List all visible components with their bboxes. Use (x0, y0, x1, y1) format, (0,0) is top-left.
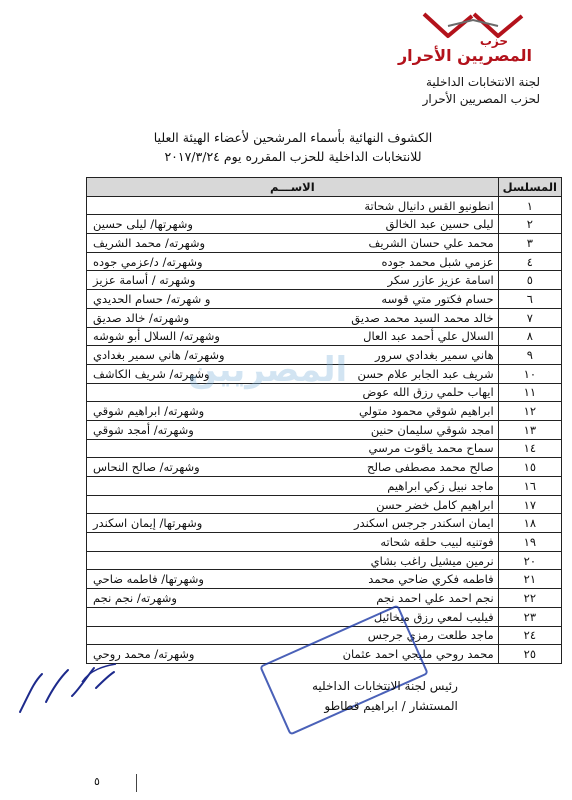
row-name-cell (87, 252, 499, 271)
candidate-name: محمد روحي مليجي احمد عثمان (342, 647, 494, 662)
row-name-cell (87, 439, 499, 458)
table-row (87, 215, 562, 234)
row-name-cell (87, 271, 499, 290)
row-number: ١١ (498, 383, 561, 402)
row-name-cell (87, 570, 499, 589)
row-number: ١٦ (498, 477, 561, 496)
header-name: الاســـم (87, 178, 499, 197)
row-name-cell (87, 589, 499, 608)
committee-line: لحزب المصريين الأحرار (422, 92, 540, 106)
candidate-name: فيليب لمعي رزق ميخائيل (373, 609, 494, 624)
party-name: المصريين الأحرار (397, 46, 532, 65)
candidate-known-as: و شهرته/ حسام الحديدي (93, 291, 211, 306)
page-number: ٥ (94, 775, 100, 788)
document-title (110, 128, 476, 166)
candidate-name: امجد شوقي سليمان حنين (370, 422, 494, 437)
watermark: المصريين (188, 350, 348, 390)
party-logo-icon (418, 10, 528, 40)
row-number: ١ (498, 196, 561, 215)
row-number: ٩ (498, 346, 561, 365)
table-row (87, 252, 562, 271)
candidate-name: عزمي شبل محمد جوده (381, 254, 494, 269)
candidate-name: صالح محمد مصطفى صالح (367, 460, 494, 475)
table-row (87, 327, 562, 346)
candidate-known-as: وشهرتها/ ليلى حسين (93, 217, 193, 232)
row-number: ٢٠ (498, 551, 561, 570)
table-row (87, 570, 562, 589)
candidate-known-as: وشهرته/ هاني سمير بغدادي (93, 348, 225, 363)
row-name-cell (87, 626, 499, 645)
title-line: الكشوف النهائية بأسماء المرشحين لأعضاء الهيئة العليا (153, 130, 433, 145)
table-row (87, 495, 562, 514)
candidate-known-as: وشهرته/ صالح النحاس (93, 460, 200, 475)
row-number: ١٣ (498, 420, 561, 439)
row-number: ٢١ (498, 570, 561, 589)
table-header-row (87, 178, 562, 197)
row-name-cell (87, 607, 499, 626)
candidate-known-as: وشهرته/ د/عزمي جوده (93, 254, 203, 269)
table-row (87, 308, 562, 327)
candidate-name: سماح محمد ياقوت مرسي (368, 441, 494, 456)
row-name-cell (87, 420, 499, 439)
table-row (87, 458, 562, 477)
candidate-name: ابراهيم شوقي محمود متولي (358, 404, 494, 419)
candidates-table (86, 177, 562, 664)
candidate-known-as: وشهرته/ محمد الشريف (93, 235, 206, 250)
candidate-name: انطونيو القس دانيال شحاتة (364, 198, 494, 213)
table-row (87, 271, 562, 290)
row-number: ٨ (498, 327, 561, 346)
candidate-known-as: وشهرته/ محمد روحي (93, 647, 195, 662)
table-row (87, 290, 562, 309)
row-name-cell (87, 495, 499, 514)
row-number: ٢٢ (498, 589, 561, 608)
handwritten-date (12, 652, 122, 722)
candidate-name: ابراهيم كامل خضر حسن (376, 497, 494, 512)
candidate-name: ليلى حسين عبد الخالق (385, 217, 494, 232)
candidate-known-as: وشهرته / أسامة عزيز (93, 273, 196, 288)
row-name-cell (87, 514, 499, 533)
party-label: حزب (479, 34, 508, 48)
candidate-name: فوتنيه لبيب حلقه شحاته (380, 534, 494, 549)
candidate-name: ماجد طلعت رمزي جرجس (367, 628, 494, 643)
candidate-name: نجم احمد علي احمد نجم (376, 590, 494, 605)
row-name-cell (87, 327, 499, 346)
table-row (87, 514, 562, 533)
row-number: ٢ (498, 215, 561, 234)
candidate-known-as: وشهرته/ ابراهيم شوقي (93, 404, 205, 419)
table-row (87, 234, 562, 253)
table-row (87, 196, 562, 215)
row-number: ٤ (498, 252, 561, 271)
row-name-cell (87, 458, 499, 477)
row-name-cell (87, 551, 499, 570)
row-number: ١٢ (498, 402, 561, 421)
row-number: ١٠ (498, 364, 561, 383)
candidate-known-as: وشهرتها/ فاطمه ضاحي (93, 572, 204, 587)
row-number: ١٩ (498, 533, 561, 552)
candidate-name: نرمين ميشيل راغب بشاي (370, 553, 494, 568)
committee-block (423, 74, 540, 108)
candidate-known-as: وشهرته/ خالد صديق (93, 310, 190, 325)
row-number: ٧ (498, 308, 561, 327)
candidate-known-as: وشهرته/ نجم نجم (93, 590, 177, 605)
row-number: ٢٤ (498, 626, 561, 645)
table-row (87, 402, 562, 421)
row-number: ٢٥ (498, 645, 561, 664)
table-row (87, 607, 562, 626)
candidate-name: خالد محمد السيد محمد صديق (351, 310, 494, 325)
candidate-name: اسامة عزيز عازر سكر (387, 273, 494, 288)
row-name-cell (87, 196, 499, 215)
candidate-name: حسام فكتور متي قوسه (381, 291, 494, 306)
table-row (87, 477, 562, 496)
candidate-name: ماجد نبيل زكي ابراهيم (387, 478, 494, 493)
candidate-known-as: وشهرته/ أمجد شوقي (93, 422, 194, 437)
title-line: للانتخابات الداخلية للحزب المقرره يوم ٢٠١٧/٣/٢٤ (164, 149, 422, 164)
row-number: ١٥ (498, 458, 561, 477)
committee-line: لجنة الانتخابات الداخلية (426, 75, 540, 89)
table-row (87, 589, 562, 608)
candidate-name: ايمان اسكندر جرجس اسكندر (353, 516, 494, 531)
candidate-name: شريف عبد الجابر علام حسن (357, 366, 494, 381)
row-name-cell (87, 402, 499, 421)
row-number: ١٧ (498, 495, 561, 514)
candidate-known-as: وشهرتها/ إيمان اسكندر (93, 516, 203, 531)
table-row (87, 420, 562, 439)
signature-block (312, 676, 458, 716)
row-name-cell (87, 290, 499, 309)
candidate-known-as: وشهرته/ السلال أبو شوشه (93, 329, 220, 344)
row-number: ٦ (498, 290, 561, 309)
candidate-name: محمد علي حسان الشريف (368, 235, 494, 250)
row-name-cell (87, 215, 499, 234)
row-number: ١٨ (498, 514, 561, 533)
row-number: ١٤ (498, 439, 561, 458)
candidate-known-as: وشهرته/ شريف الكاشف (93, 366, 210, 381)
table-row (87, 551, 562, 570)
candidate-name: هاني سمير بغدادي سرور (375, 348, 494, 363)
candidate-name: السلال علي أحمد عبد العال (363, 329, 494, 344)
row-name-cell (87, 234, 499, 253)
candidate-name: ايهاب حلمي رزق الله عوض (362, 385, 494, 400)
table-row (87, 439, 562, 458)
footer-mark (136, 774, 137, 792)
row-name-cell (87, 308, 499, 327)
candidate-name: فاطمه فكري ضاحي محمد (368, 572, 494, 587)
table-row (87, 533, 562, 552)
row-number: ٢٣ (498, 607, 561, 626)
signature-name: المستشار / ابراهيم قطاطو (324, 699, 458, 713)
signature-title: رئيس لجنة الانتخابات الداخليه (312, 679, 458, 693)
row-number: ٣ (498, 234, 561, 253)
row-number: ٥ (498, 271, 561, 290)
row-name-cell (87, 533, 499, 552)
header-num: المسلسل (498, 178, 561, 197)
row-name-cell (87, 477, 499, 496)
